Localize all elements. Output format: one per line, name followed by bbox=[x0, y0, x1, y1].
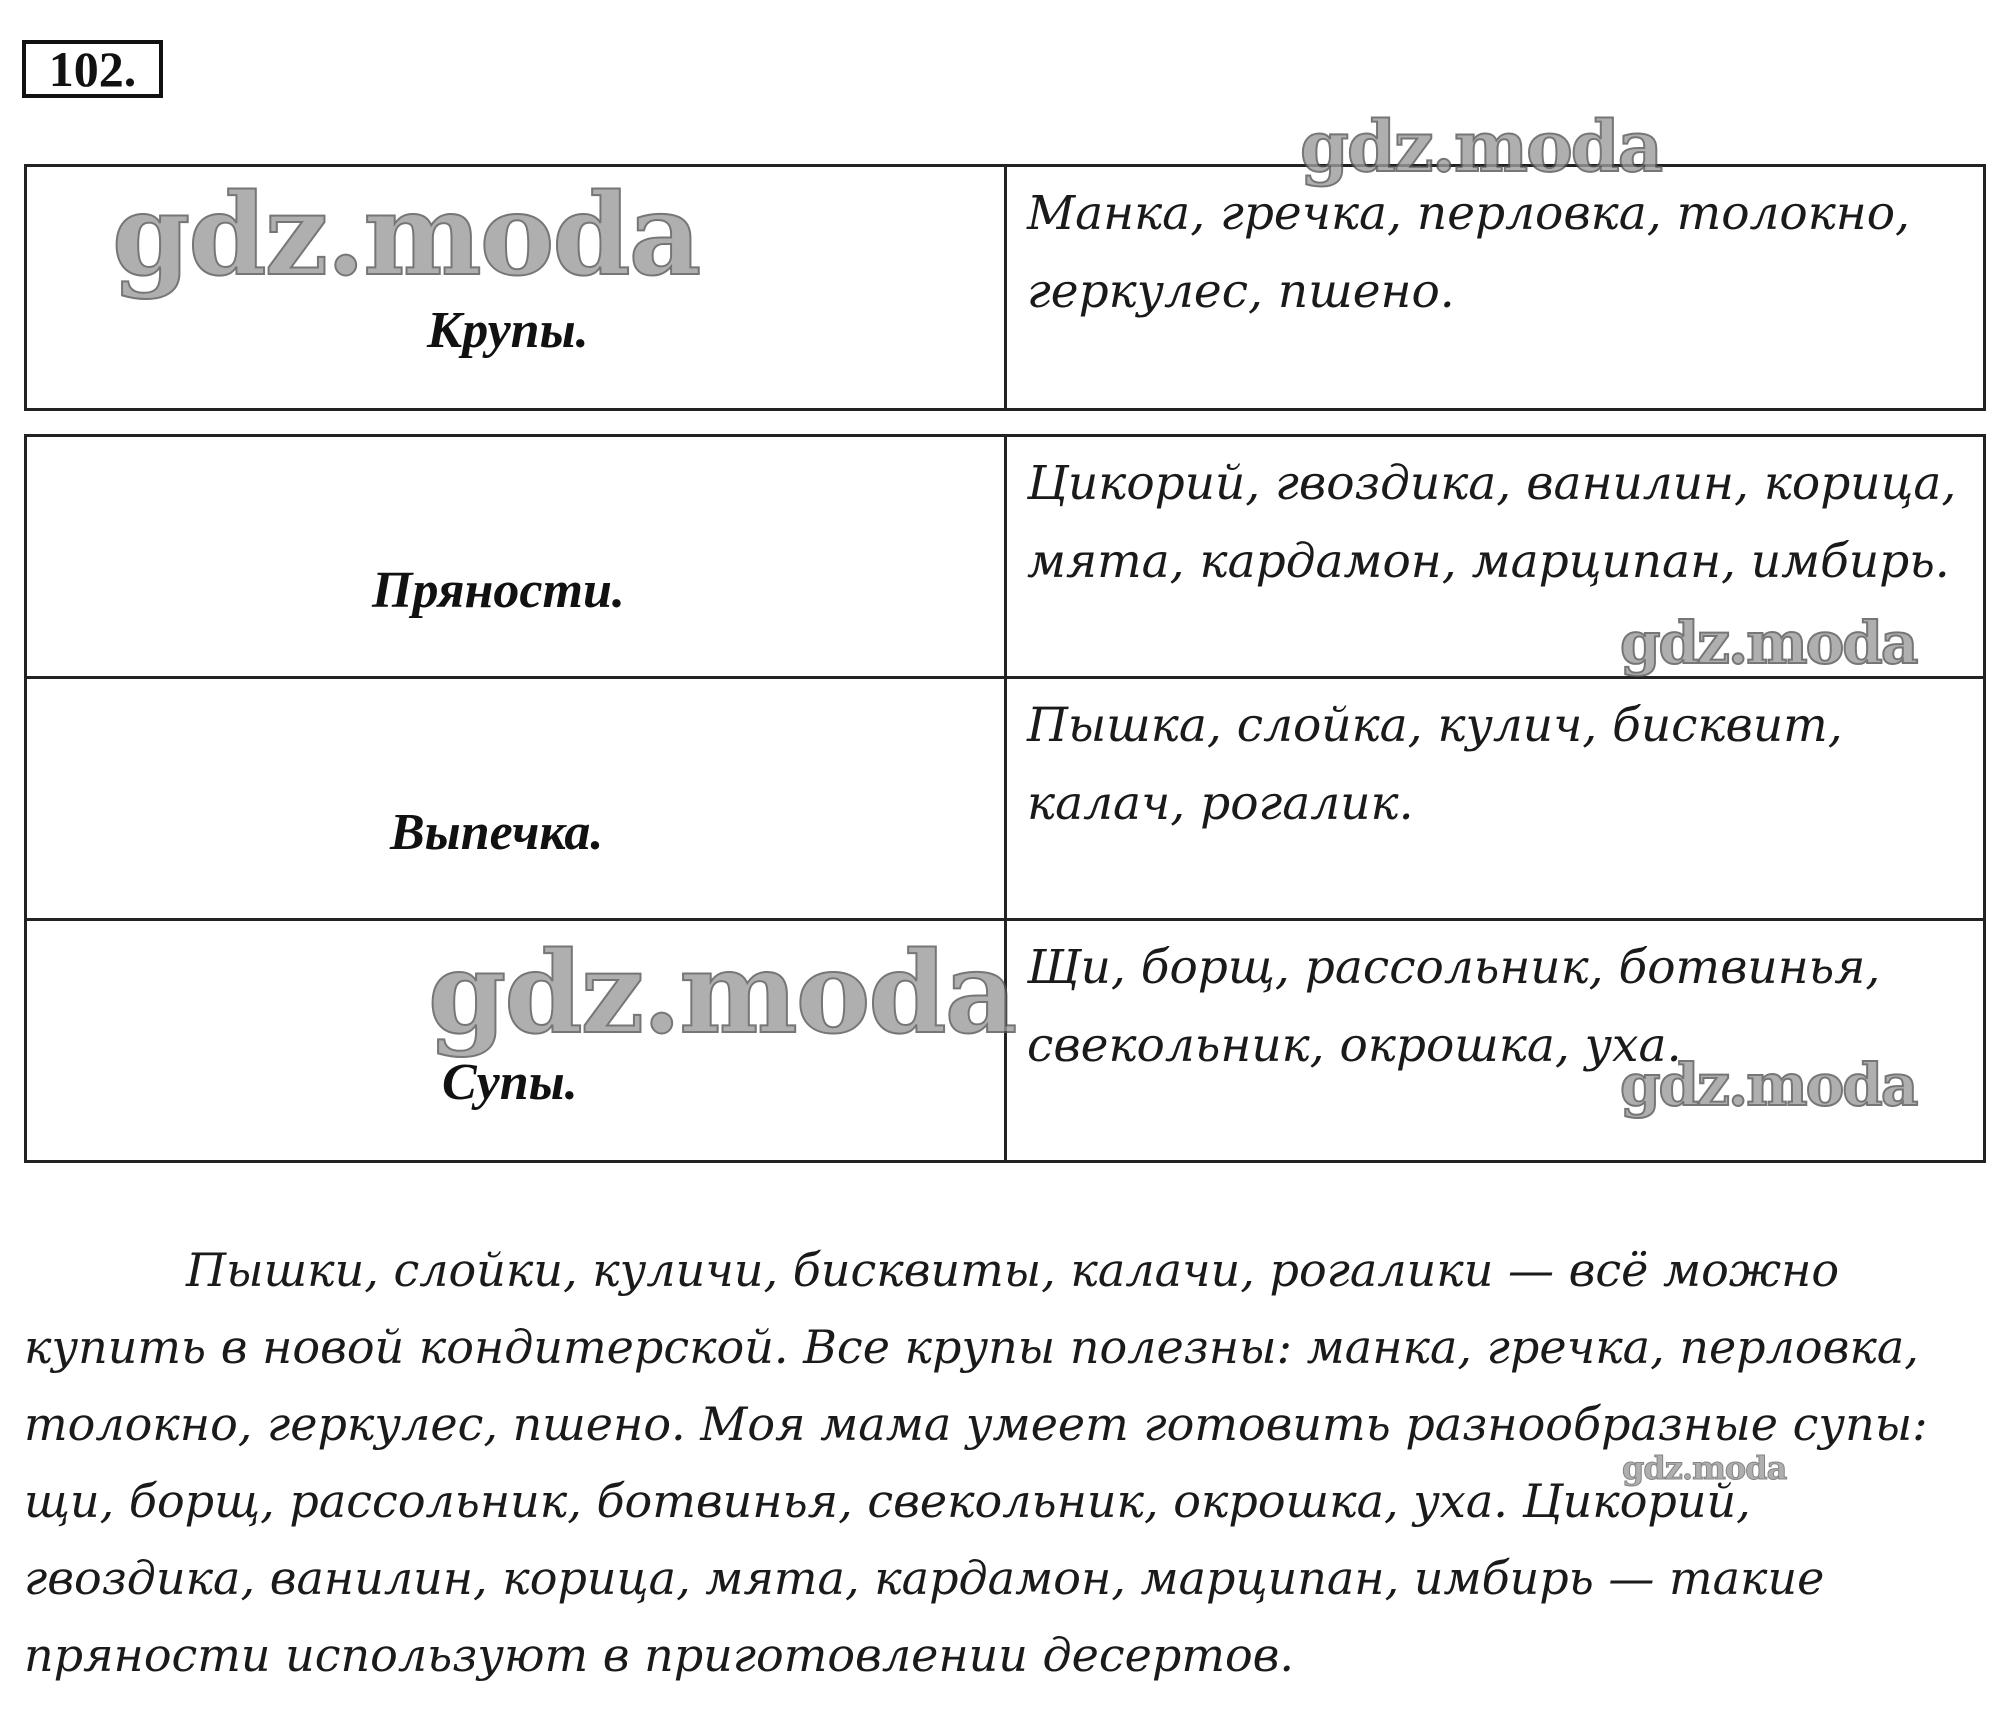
category-label: Крупы. bbox=[427, 302, 589, 359]
watermark: gdz.moda bbox=[1300, 105, 1662, 188]
task-number: 102. bbox=[22, 40, 163, 98]
category-items: Щи, борщ, рассольник, ботвинья, свекольник, окрошка, уха. bbox=[1027, 940, 1881, 1073]
table-row bbox=[26, 436, 1985, 678]
category-label: Выпечка. bbox=[390, 804, 604, 861]
cereals-table bbox=[24, 164, 1986, 411]
category-label-cell bbox=[26, 166, 1006, 410]
category-label-cell bbox=[26, 436, 1006, 678]
table-row bbox=[26, 920, 1985, 1162]
watermark: gdz.moda bbox=[1622, 1449, 1787, 1487]
category-label-cell bbox=[26, 920, 1006, 1162]
watermark: gdz.moda bbox=[1620, 1051, 1917, 1119]
category-items-cell bbox=[1006, 920, 1985, 1162]
category-label: Супы. bbox=[442, 1054, 578, 1111]
category-items-cell bbox=[1006, 678, 1985, 920]
category-items-cell bbox=[1006, 166, 1985, 410]
categories-table bbox=[24, 434, 1986, 1163]
table-row bbox=[26, 678, 1985, 920]
category-label: Пряности. bbox=[372, 562, 625, 619]
watermark: gdz.moda bbox=[1620, 609, 1917, 677]
watermark: gdz.moda bbox=[112, 170, 700, 301]
category-label-cell bbox=[26, 678, 1006, 920]
category-items: Пышка, слойка, кулич, бисквит, калач, рогалик. bbox=[1027, 698, 1843, 831]
category-items-cell bbox=[1006, 436, 1985, 678]
category-items: Манка, гречка, перловка, толокно, геркулес, пшено. bbox=[1027, 186, 1910, 319]
watermark: gdz.moda bbox=[428, 928, 1016, 1059]
category-items: Цикорий, гвоздика, ванилин, корица, мята, кардамон, марципан, имбирь. bbox=[1027, 456, 1957, 589]
summary-paragraph: Пышки, слойки, куличи, бисквиты, калачи, рогалики — всё можно купить в новой кондитерской. Все крупы полезны: манка, гречка, перловка, толокно, геркулес, пшено. Моя мама умеет готовить разнообразные супы: щи, борщ, рассольник, ботвинья, свекольник, окрошка, уха. Цикорий, гвоздика, ванилин, корица, мята, кардамон, марципан, имбирь — такие пряности используют в приготовлении десертов. bbox=[24, 1243, 1928, 1682]
table-row bbox=[26, 166, 1985, 410]
